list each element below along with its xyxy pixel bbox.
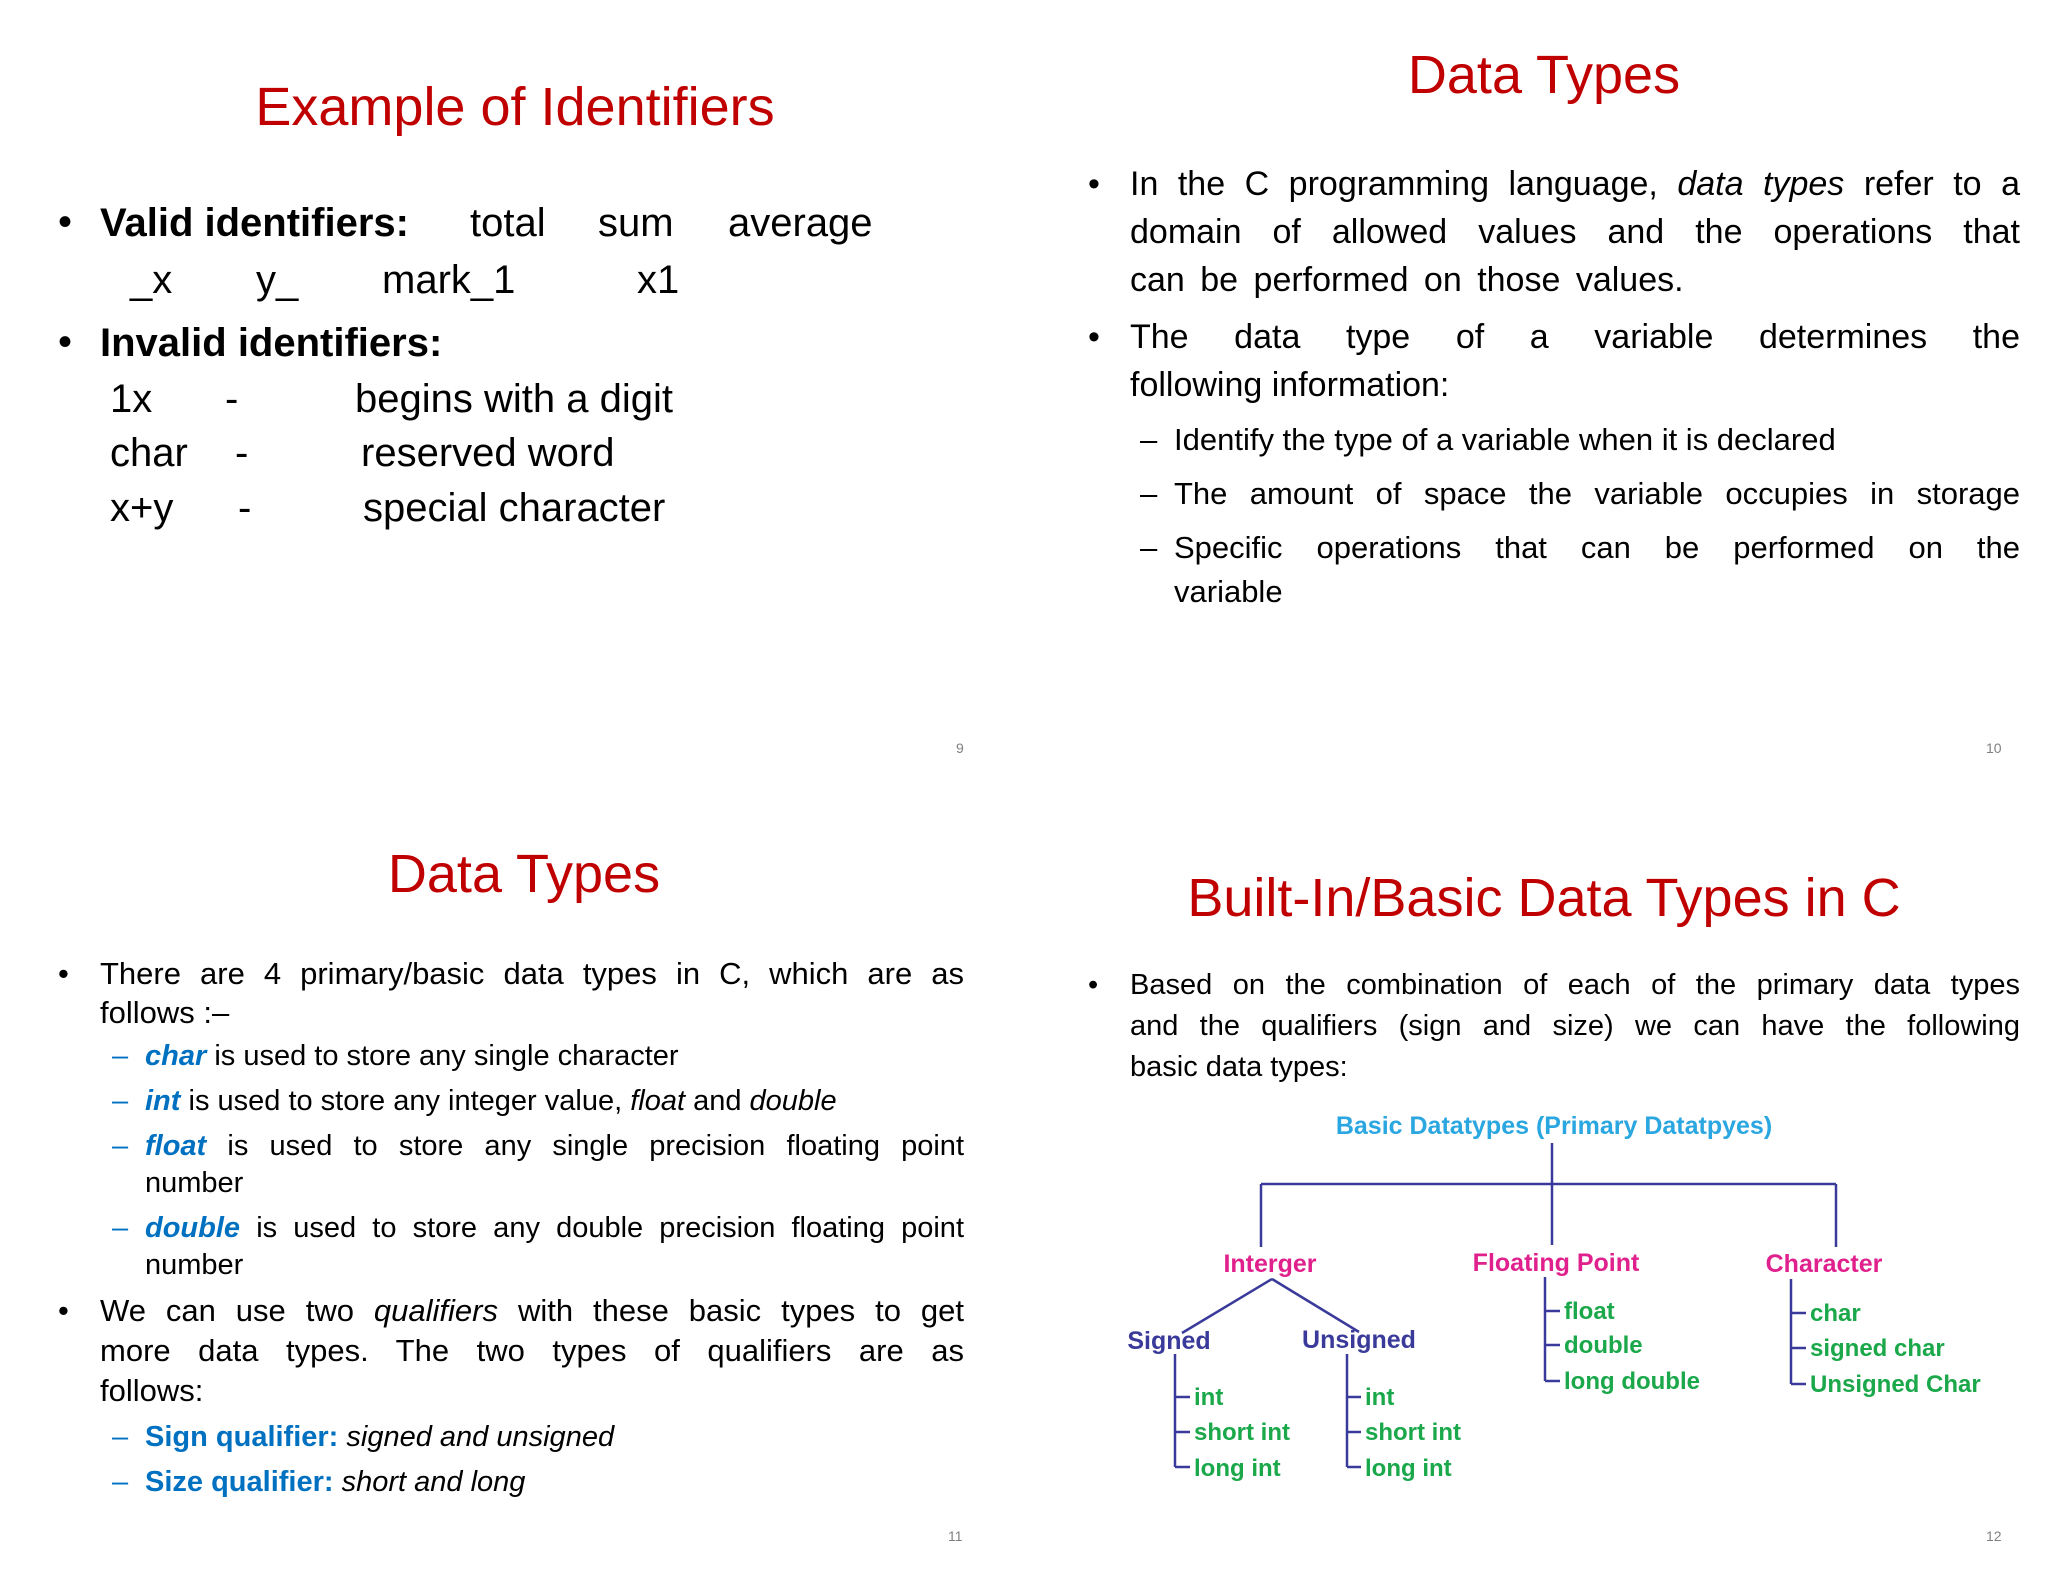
leaf-item: short int — [1194, 1419, 1290, 1446]
sub-dash: – — [1140, 476, 1158, 511]
sub-bullet-text — [145, 1212, 964, 1245]
valid-id: total — [470, 201, 546, 245]
sub-bullet-text — [145, 1466, 525, 1499]
bullet-text: The data type of a variable determines the — [1130, 318, 2020, 356]
leaf-item: long int — [1365, 1455, 1452, 1482]
emphasis-text: signed and unsigned — [346, 1421, 615, 1453]
sub-dash: – — [112, 1130, 129, 1162]
valid-label: Valid identifiers: — [100, 201, 409, 245]
text-run: with these basic types to get — [517, 1293, 965, 1328]
leaf-item: double — [1564, 1332, 1643, 1359]
valid-id: average — [728, 201, 873, 245]
root-node: Basic Datatypes (Primary Datatpyes) — [1335, 1112, 1773, 1140]
invalid-label: Invalid identifiers: — [100, 321, 443, 365]
leaf-item: long double — [1564, 1368, 1700, 1395]
sub-dash: – — [112, 1421, 129, 1453]
bullet-text: Based on the combination of each of the primary data types — [1130, 969, 2020, 1001]
bullet-text: and the qualifiers (sign and size) we can have the following — [1130, 1010, 2020, 1042]
page-number: 12 — [1986, 1528, 2002, 1544]
text-run: refer to a — [1863, 165, 2021, 203]
keyword: float — [145, 1130, 207, 1162]
text-run: We can use two — [100, 1293, 354, 1328]
sub-dash: – — [1140, 422, 1158, 457]
invalid-reason: special character — [363, 486, 666, 530]
sub-dash: – — [112, 1212, 129, 1244]
leaf-item: char — [1810, 1300, 1861, 1327]
bullet-text: There are 4 primary/basic data types in C, which are as — [100, 956, 964, 991]
category-integer: Interger — [1223, 1250, 1317, 1278]
invalid-dash: - — [235, 431, 249, 475]
bullet-text: follows :– — [100, 995, 230, 1030]
text-run: is used to store any double precision floating point — [256, 1212, 964, 1244]
category-character: Character — [1765, 1250, 1883, 1278]
bullet-text: follows: — [100, 1373, 204, 1408]
invalid-id: 1x — [110, 377, 153, 421]
text-run: and — [693, 1085, 742, 1117]
emphasis-text: qualifiers — [373, 1293, 498, 1328]
sub-bullet-text — [145, 1085, 837, 1118]
leaf-item: short int — [1365, 1419, 1461, 1446]
bullet-text — [100, 1293, 964, 1329]
valid-id: mark_1 — [382, 258, 516, 302]
invalid-dash: - — [238, 486, 252, 530]
keyword: char — [145, 1040, 207, 1072]
slide-title: Built-In/Basic Data Types in C — [1187, 868, 1901, 928]
emphasis-text: float — [630, 1085, 686, 1117]
valid-id: x1 — [637, 258, 680, 302]
leaf-item: Unsigned Char — [1810, 1371, 1981, 1398]
leaf-item: float — [1564, 1298, 1615, 1325]
sub-bullet-text — [145, 1130, 964, 1163]
bullet-dot: • — [1088, 318, 1100, 356]
sub-bullet-text: Identify the type of a variable when it is declared — [1174, 422, 1836, 457]
invalid-dash: - — [225, 377, 239, 421]
sub-dash: – — [112, 1466, 129, 1498]
emphasis-text: double — [749, 1085, 837, 1117]
leaf-item: int — [1194, 1384, 1224, 1411]
slide-title: Data Types — [1407, 45, 1681, 105]
slide-10 — [1024, 0, 2048, 791]
sub-bullet-text — [145, 1421, 614, 1454]
page-number: 11 — [948, 1528, 963, 1544]
bullet-text: can be performed on those values. — [1130, 261, 1684, 299]
bullet-dot: • — [58, 200, 73, 244]
bullet-dot: • — [58, 956, 69, 991]
slide-9 — [0, 0, 1024, 791]
leaf-item: int — [1365, 1384, 1395, 1411]
page-number: 9 — [956, 740, 964, 756]
slide-title: Example of Identifiers — [255, 77, 775, 137]
sub-bullet-text: The amount of space the variable occupies in storage — [1174, 476, 2020, 511]
valid-id: sum — [598, 201, 674, 245]
invalid-id: char — [110, 431, 188, 475]
category-floating-point: Floating Point — [1472, 1249, 1640, 1277]
sub-signed: Signed — [1127, 1327, 1211, 1355]
bullet-dot: • — [1088, 165, 1100, 203]
bullet-dot: • — [58, 1293, 69, 1328]
bullet-text — [1130, 165, 2020, 204]
slide-11 — [0, 791, 1024, 1582]
text-run: is used to store any single character — [214, 1040, 679, 1072]
sub-dash: – — [1140, 530, 1158, 565]
sub-bullet-text — [145, 1040, 679, 1073]
datatype-tree-diagram — [1024, 791, 2048, 1582]
sub-dash: – — [112, 1040, 129, 1072]
emphasis-text: short and long — [341, 1466, 526, 1498]
invalid-reason: reserved word — [361, 431, 615, 475]
bullet-text: domain of allowed values and the operations that — [1130, 213, 2020, 251]
sub-bullet-text: variable — [1174, 574, 1283, 609]
slide-12 — [1024, 791, 2048, 1582]
page-number: 10 — [1986, 740, 2002, 756]
slide-title: Data Types — [387, 844, 661, 904]
qualifier-label: Sign qualifier: — [145, 1421, 339, 1453]
sub-bullet-text: Specific operations that can be performed on the — [1174, 530, 2020, 565]
bullet-dot: • — [58, 320, 73, 364]
keyword: double — [145, 1212, 241, 1244]
emphasis-text: data types — [1677, 165, 1845, 203]
sub-bullet-text: number — [145, 1167, 244, 1199]
sub-dash: – — [112, 1085, 129, 1117]
leaf-item: long int — [1194, 1455, 1281, 1482]
sub-bullet-text: number — [145, 1249, 244, 1281]
text-run: In the C programming language, — [1130, 165, 1658, 203]
sub-unsigned: Unsigned — [1302, 1326, 1416, 1354]
bullet-text: following information: — [1130, 366, 1450, 404]
bullet-text: basic data types: — [1130, 1051, 1348, 1083]
valid-id: _x — [130, 258, 173, 302]
leaf-item: signed char — [1810, 1335, 1945, 1362]
qualifier-label: Size qualifier: — [145, 1466, 334, 1498]
valid-id: y_ — [256, 258, 299, 302]
invalid-id: x+y — [110, 486, 174, 530]
invalid-reason: begins with a digit — [355, 377, 673, 421]
bullet-text: more data types. The two types of qualifiers are as — [100, 1333, 964, 1368]
keyword: int — [145, 1085, 181, 1117]
text-run: is used to store any single precision floating point — [227, 1130, 964, 1162]
text-run: is used to store any integer value, — [188, 1085, 623, 1117]
bullet-dot: • — [1088, 969, 1099, 1001]
